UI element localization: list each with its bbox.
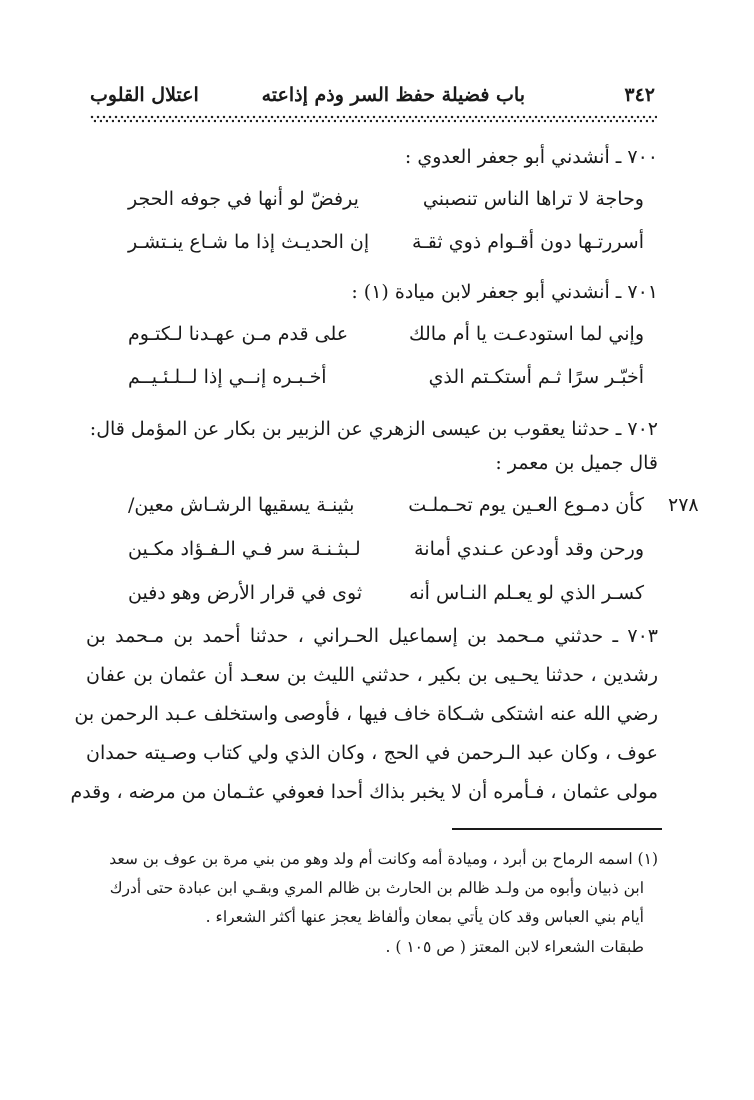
entry-701-intro: ٧٠١ ـ أنشدني أبو جعفر لابن ميادة (١) :	[351, 281, 658, 303]
entry-702-intro: ٧٠٢ ـ حدثنا يعقوب بن عيسى الزهري عن الزبير بن بكار عن المؤمل قال:	[89, 418, 658, 440]
entry-703-line-1: ٧٠٣ ـ حدثني مـحمد بن إسماعيل الحـراني ، حدثنا أحمد بن مـحمد بن	[86, 625, 658, 647]
page-number: ٣٤٢	[624, 84, 655, 106]
entry-703-line-3: رضي الله عنه اشتكى شـكاة خاف فيها ، فأوصى واستخلف عـبد الرحمن بن	[74, 703, 658, 725]
footnote-line-2: ابن ذبيان وأبوه من ولـد ظالم بن الحارث بن ظالم المري وبقـي ابن عبادة حتى أدرك	[109, 879, 644, 897]
entry-702-verse-1-first-hemistich: كأن دمـوع العـين يوم تحـملـت	[408, 494, 644, 516]
entry-703-line-2: رشدين ، حدثنا يحـيى بن بكير ، حدثني الليث بن سعـد أن عثمان بن عفان	[86, 664, 658, 686]
entry-700-intro: ٧٠٠ ـ أنشدني أبو جعفر العدوي :	[404, 146, 658, 168]
entry-701-verse-2-second-hemistich: أخـبـره إنــي إذا لــلـئـيــم	[128, 366, 327, 388]
entry-701-verse-1-first-hemistich: وإني لما استودعـت يا أم مالك	[409, 323, 644, 345]
footnote-line-3: أيام بني العباس وقد كان يأتي بمعان وألفاظ يعجز عنها أكثر الشعراء .	[205, 908, 644, 926]
footnote-line-1: (١) اسمه الرماح بن أبرد ، وميادة أمه وكانت أم ولد وهو من بني مرة بن عوف بن سعد	[109, 850, 658, 868]
entry-700-verse-2-second-hemistich: إن الحديـث إذا ما شـاع ينـتشـر	[128, 231, 370, 253]
entry-700-verse-1-first-hemistich: وحاجة لا تراها الناس تنصبني	[422, 188, 644, 210]
book-title: اعتلال القلوب	[90, 84, 199, 106]
entry-700-verse-2-first-hemistich: أسررتـها دون أقـوام ذوي ثقـة	[412, 231, 644, 253]
entry-701-verse-1-second-hemistich: على قدم مـن عهـدنا لـكتـوم	[128, 323, 349, 345]
footnote-line-4: طبقات الشعراء لابن المعتز ( ص ١٠٥ ) .	[385, 938, 644, 956]
entry-703-line-5: مولى عثمان ، فـأمره أن لا يخبر بذاك أحدا فعوفي عثـمان من مرضه ، وقدم	[70, 781, 658, 803]
entry-702-verse-1-second-hemistich: بثينـة يسقيها الرشـاش معين/	[128, 494, 355, 516]
entry-702-verse-3-second-hemistich: ثوى في قرار الأرض وهو دفين	[128, 582, 363, 604]
entry-702-verse-2-first-hemistich: ورحن وقد أودعن عـندي أمانة	[414, 538, 644, 560]
footnote-separator	[452, 828, 662, 830]
margin-page-reference: ٢٧٨	[668, 494, 699, 516]
entry-701-verse-2-first-hemistich: أخبّـر سرًا ثـم أستكـتم الذي	[428, 366, 644, 388]
running-header	[90, 84, 655, 114]
entry-702-intro-line-2: قال جميل بن معمر :	[495, 452, 658, 474]
entry-700-verse-1-second-hemistich: يرفضّ لو أنها في جوفه الحجر	[128, 188, 359, 210]
entry-703-line-4: عوف ، وكان عبد الـرحمن في الحج ، وكان الذي ولي كتاب وصـيته حمدان	[86, 742, 658, 764]
header-ornament-rule	[90, 114, 657, 124]
entry-702-verse-2-second-hemistich: لـبثـنـة سر فـي الـفـؤاد مكـين	[128, 538, 361, 560]
chapter-title: باب فضيلة حفظ السر وذم إذاعته	[261, 84, 525, 106]
entry-702-verse-3-first-hemistich: كسـر الذي لو يعـلم النـاس أنه	[409, 582, 644, 604]
